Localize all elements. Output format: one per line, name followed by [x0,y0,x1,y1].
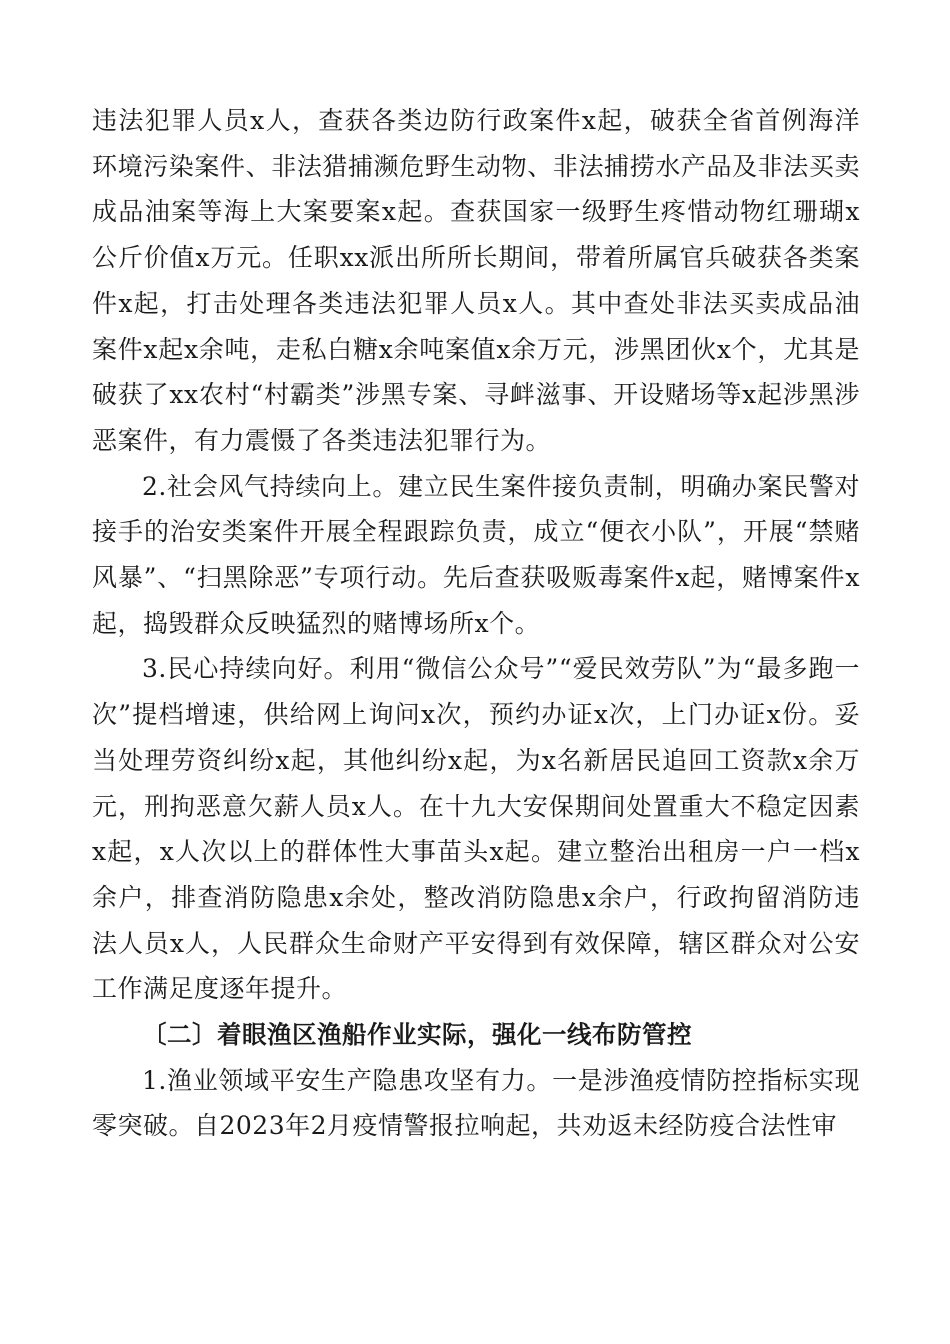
document-body [92,98,860,1149]
paragraph-public-sentiment: 3.民心持续向好。利用“微信公众号”“爱民效劳队”为“最多跑一次”提档增速，供给网上询问x次，预约办证x次，上门办证x份。妥当处理劳资纠纷x起，其他纠纷x起，为x名新居民追回工资款x余万元，刑拘恶意欠薪人员x人。在十九大安保期间处置重大不稳定因素x起，x人次以上的群体性大事苗头x起。建立整治出租房一户一档x余户，排查消防隐患x余处，整改消防隐患x余户，行政拘留消防违法人员x人，人民群众生命财产平安得到有效保障，辖区群众对公安工作满足度逐年提升。 [92,654,860,1004]
paragraph-fishery-safety: 1.渔业领域平安生产隐患攻坚有力。一是涉渔疫情防控指标实现零突破。自2023年2月疫情警报拉响起，共劝返未经防疫合法性审 [92,1065,860,1141]
paragraph-social-atmosphere: 2.社会风气持续向上。建立民生案件接负责制，明确办案民警对接手的治安类案件开展全程跟踪负责，成立“便衣小队”，开展“禁赌风暴”、“扫黑除恶”专项行动。先后查获吸贩毒案件x起，赌博案件x起，捣毁群众反映猛烈的赌博场所x个。 [92,471,860,638]
paragraph-continued: 违法犯罪人员x人，查获各类边防行政案件x起，破获全省首例海洋环境污染案件、非法猎捕濒危野生动物、非法捕捞水产品及非法买卖成品油案等海上大案要案x起。查获国家一级野生疼惜动物红珊瑚x公斤价值x万元。任职xx派出所所长期间，带着所属官兵破获各类案件x起，打击处理各类违法犯罪人员x人。其中查处非法买卖成品油案件x起x余吨，走私白糖x余吨案值x余万元，涉黑团伙x个，尤其是破获了xx农村“村霸类”涉黑专案、寻衅滋事、开设赌场等x起涉黑涉恶案件，有力震慑了各类违法犯罪行为。 [92,106,860,455]
section-heading: 〔二〕着眼渔区渔船作业实际，强化一线布防管控 [142,1020,692,1050]
